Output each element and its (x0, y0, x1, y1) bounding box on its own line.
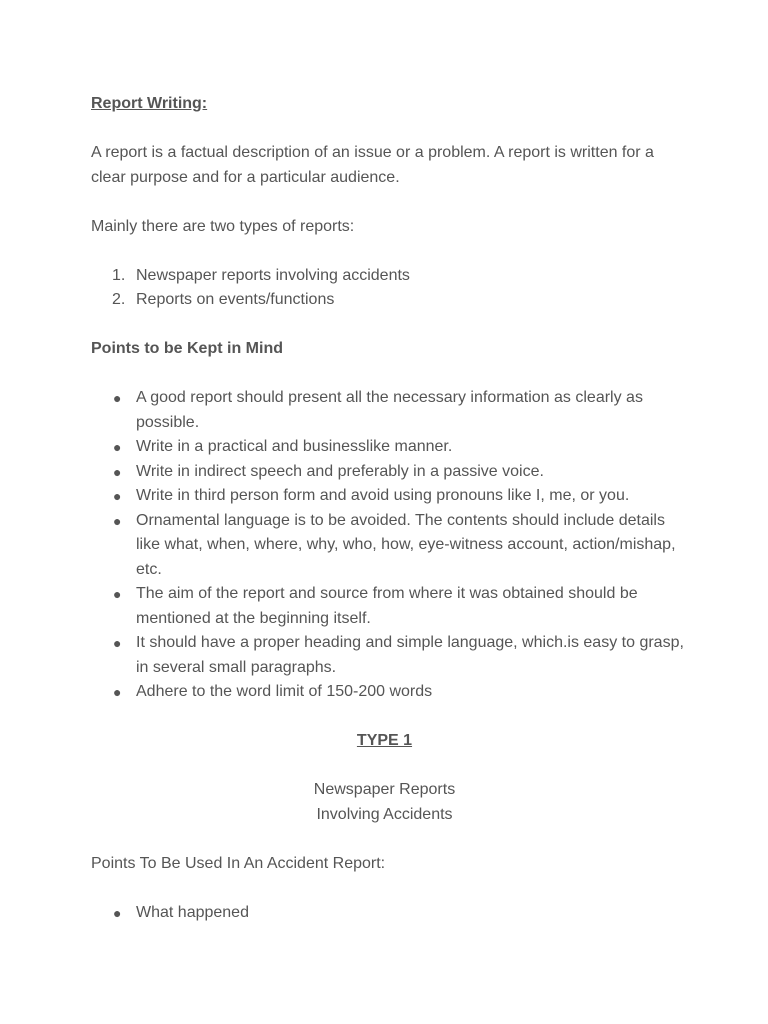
accident-points-list (91, 901, 691, 926)
list-item-text: Write in a practical and businesslike manner. (136, 438, 453, 455)
types-intro: Mainly there are two types of reports: (91, 217, 355, 235)
report-types-list (91, 264, 691, 313)
spacer (91, 362, 691, 387)
list-item-text: It should have a proper heading and simple language, which.is easy to grasp, in several small paragraphs. (136, 634, 684, 676)
list-item (91, 582, 691, 631)
accident-points-heading: Points To Be Used In An Accident Report: (91, 854, 386, 872)
list-item-text: Reports on events/functions (136, 291, 335, 308)
spacer (91, 754, 691, 779)
intro-paragraph: A report is a factual description of an issue or a problem. A report is written for a clear purpose and for a particular audience. (91, 144, 654, 186)
list-item-text: Write in third person form and avoid using pronouns like I, me, or you. (136, 487, 630, 504)
bullet-icon: ● (113, 463, 122, 480)
spacer (91, 313, 691, 338)
type1-subtitle-line2: Involving Accidents (316, 805, 453, 823)
list-item (91, 386, 691, 435)
list-item (91, 631, 691, 680)
list-item (91, 435, 691, 460)
bullet-icon: ● (113, 635, 122, 651)
list-item-text: What happened (136, 903, 249, 921)
bullet-icon: ● (113, 390, 122, 406)
list-number: 2. (112, 291, 126, 308)
list-item-text: A good report should present all the necessary information as clearly as possible. (136, 389, 643, 431)
list-item (91, 460, 691, 485)
spacer (91, 876, 691, 901)
spacer (91, 117, 691, 142)
list-item-text: Adhere to the word limit of 150-200 words (136, 683, 433, 700)
list-item (91, 901, 691, 926)
list-item-text: The aim of the report and source from where it was obtained should be mentioned at the beginning itself. (136, 585, 638, 627)
bullet-icon: ● (113, 904, 122, 921)
type1-subtitle-line1: Newspaper Reports (313, 781, 456, 798)
points-heading: Points to be Kept in Mind (91, 340, 283, 357)
spacer (91, 190, 691, 215)
list-item-text: Newspaper reports involving accidents (136, 266, 410, 284)
list-number: 1. (112, 266, 126, 284)
bullet-icon: ● (113, 586, 122, 602)
document-page (91, 92, 691, 925)
list-item (91, 264, 691, 289)
points-list (91, 386, 691, 705)
spacer (91, 705, 691, 730)
list-item-text: Ornamental language is to be avoided. The contents should include details like what, when, where, why, who, how, eye-witness account, action/mishap, etc. (136, 511, 676, 578)
document-title: Report Writing: (91, 95, 208, 112)
list-item (91, 509, 691, 583)
list-item (91, 680, 691, 705)
bullet-icon: ● (113, 684, 122, 700)
list-item-text: Write in indirect speech and preferably in a passive voice. (136, 462, 544, 480)
bullet-icon: ● (113, 512, 122, 529)
type1-heading: TYPE 1 (356, 732, 413, 749)
bullet-icon: ● (113, 488, 122, 504)
spacer (91, 239, 691, 264)
list-item (91, 288, 691, 313)
spacer (91, 827, 691, 852)
list-item (91, 484, 691, 509)
bullet-icon: ● (113, 439, 122, 455)
